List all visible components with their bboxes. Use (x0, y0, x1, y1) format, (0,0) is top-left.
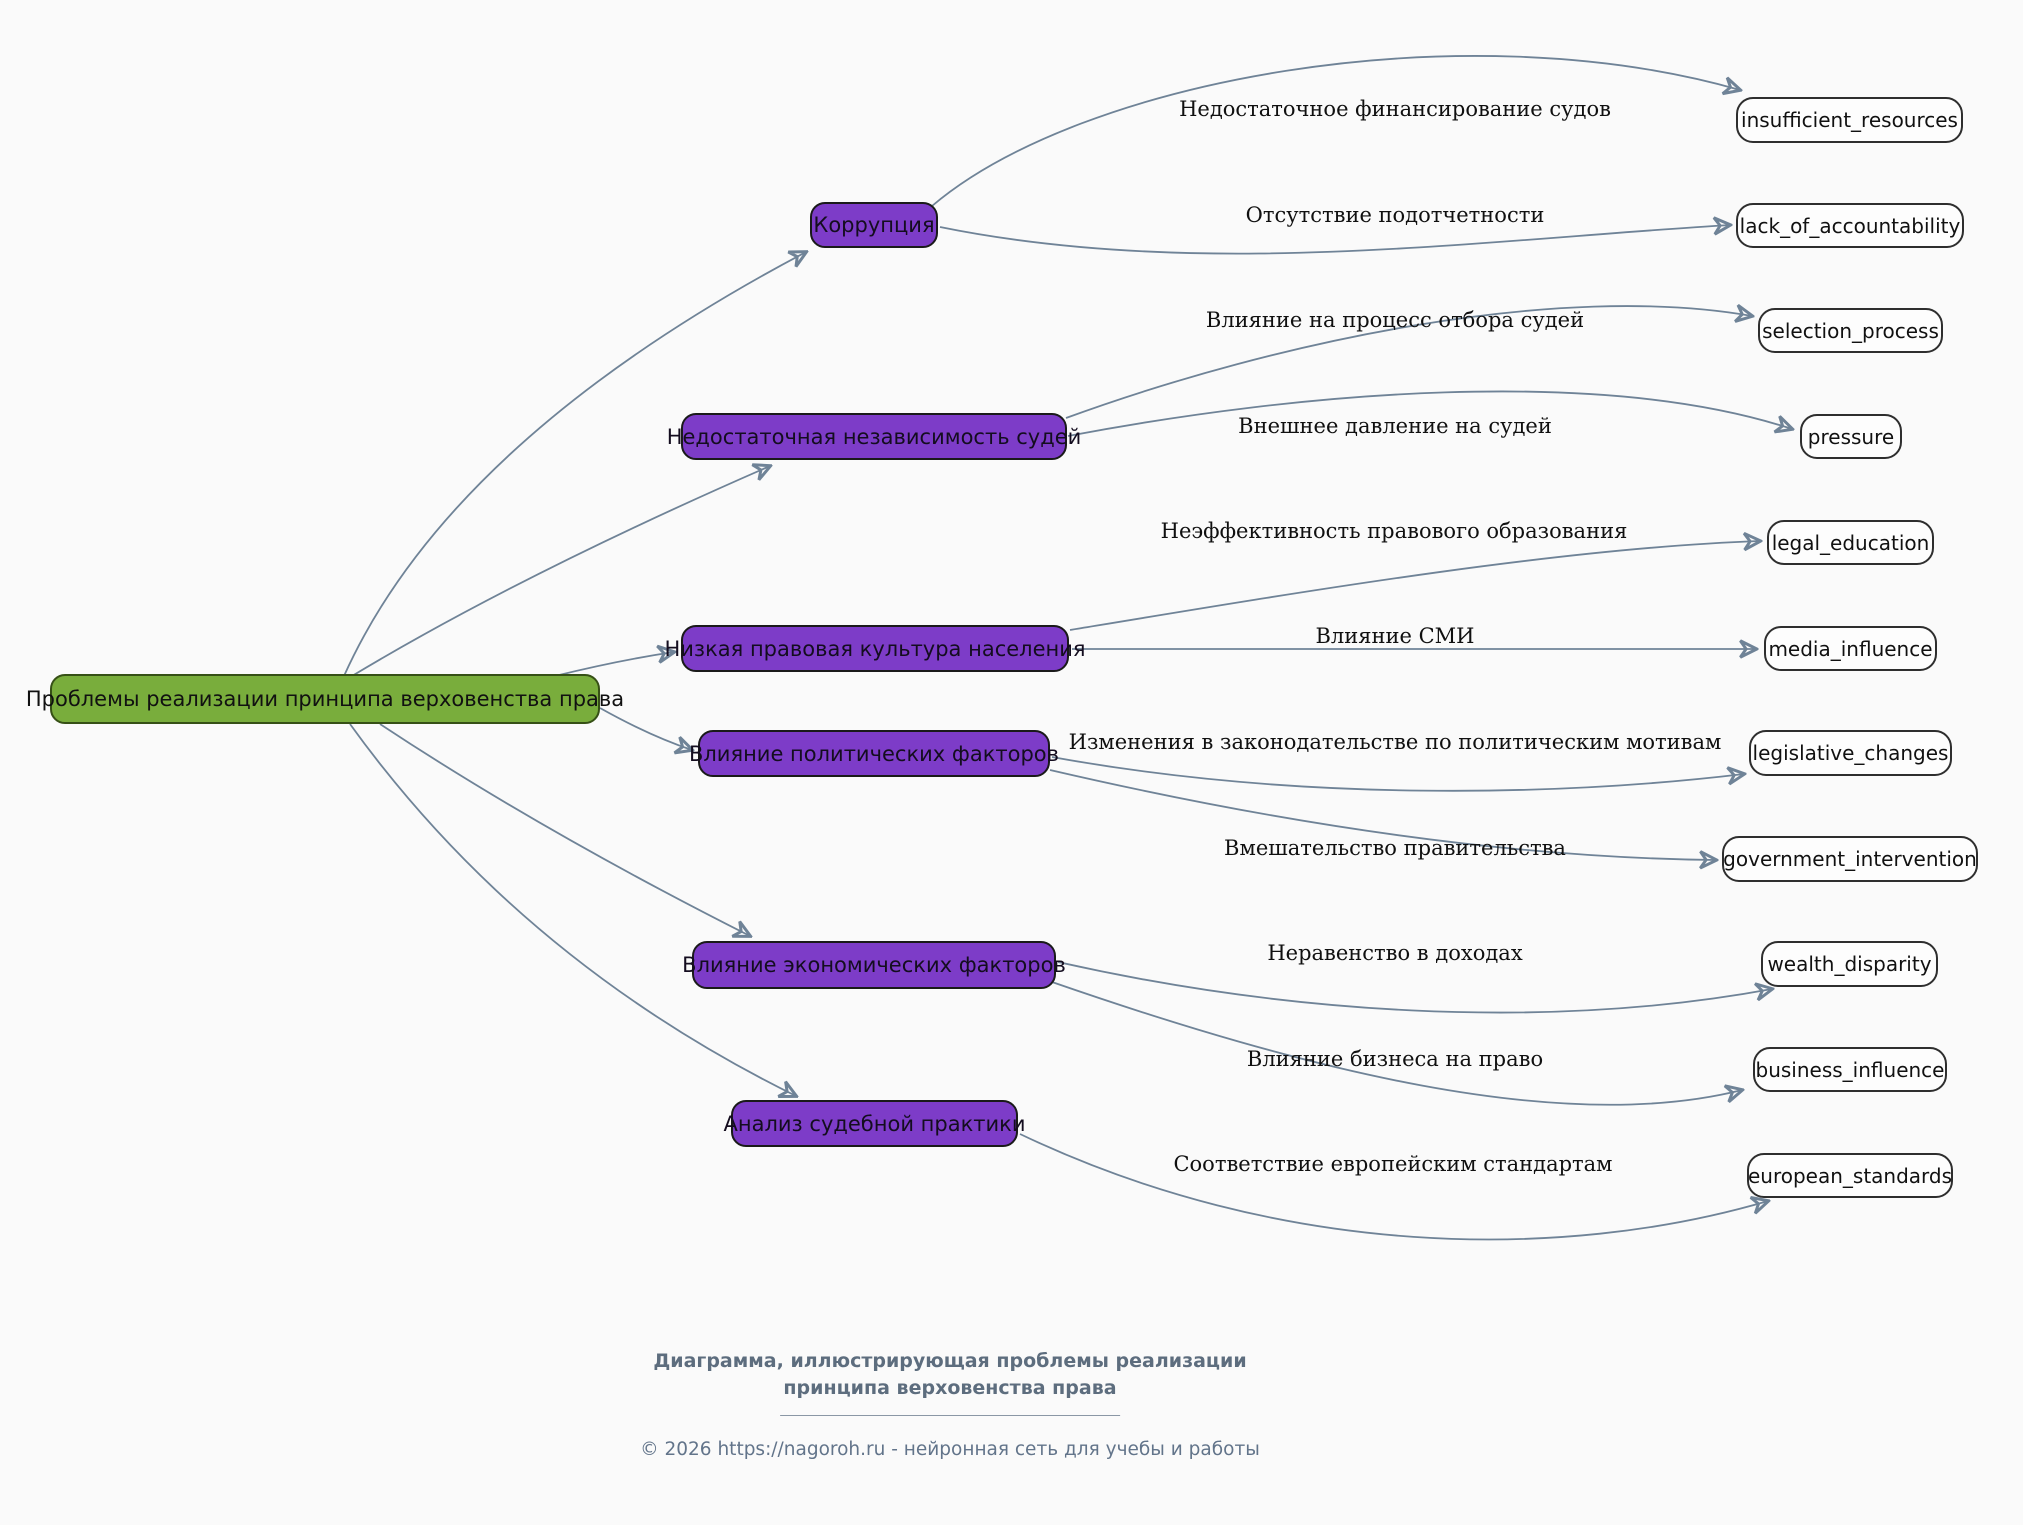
leaf-node-selection-process: selection_process (1758, 308, 1943, 353)
edge-label-wealth-disparity: Неравенство в доходах (1267, 941, 1523, 965)
edge-root-corruption (344, 252, 806, 676)
footer (640, 1348, 1260, 1460)
leaf-node-business-influence: business_influence (1753, 1047, 1947, 1092)
edge-corruption-insufficient-resources (932, 56, 1740, 206)
edge-economic-wealth-disparity (1058, 962, 1772, 1013)
leaf-node-legislative-changes: legislative_changes (1749, 730, 1952, 776)
branch-node-judicial-practice: Анализ судебной практики (731, 1100, 1018, 1147)
branch-node-economic-factors: Влияние экономических факторов (692, 941, 1056, 989)
footer-divider (780, 1415, 1120, 1416)
edge-label-legislative-changes: Изменения в законодательстве по политическим мотивам (1068, 730, 1722, 754)
edge-root-legal-culture (555, 652, 674, 676)
leaf-node-government-intervention: government_intervention (1722, 836, 1978, 882)
edge-practice-european-standards (1020, 1134, 1768, 1239)
edge-root-judicial-practice (350, 724, 796, 1096)
leaf-node-european-standards: european_standards (1747, 1153, 1953, 1198)
branch-node-legal-culture: Низкая правовая культура населения (681, 625, 1069, 672)
branch-node-political-factors: Влияние политических факторов (698, 730, 1050, 777)
edge-political-legislative-changes (1052, 757, 1744, 791)
branch-node-judicial-independence: Недостаточная независимость судей (681, 413, 1067, 460)
edge-label-media-influence: Влияние СМИ (1315, 624, 1475, 648)
edge-label-european-standards: Соответствие европейским стандартам (1173, 1152, 1613, 1176)
leaf-node-media-influence: media_influence (1764, 626, 1937, 671)
edge-label-lack-of-accountability: Отсутствие подотчетности (1245, 203, 1545, 227)
edge-corruption-lack-of-accountability (940, 225, 1730, 254)
leaf-node-lack-of-accountability: lack_of_accountability (1736, 203, 1964, 248)
leaf-node-insufficient-resources: insufficient_resources (1736, 97, 1963, 143)
edge-root-political-factors (600, 708, 692, 750)
footer-caption-line1: Диаграмма, иллюстрирующая проблемы реализации (653, 1350, 1247, 1372)
footer-caption-line2: принципа верховенства права (783, 1377, 1117, 1399)
edge-label-insufficient-resources: Недостаточное финансирование судов (1179, 97, 1611, 121)
edge-label-selection-process: Влияние на процесс отбора судей (1205, 308, 1585, 332)
edge-culture-legal-education (1070, 541, 1760, 630)
leaf-node-wealth-disparity: wealth_disparity (1761, 941, 1938, 987)
edge-label-business-influence: Влияние бизнеса на право (1246, 1047, 1544, 1071)
footer-copyright: © 2026 https://nagoroh.ru - нейронная сеть для учебы и работы (640, 1439, 1260, 1460)
edge-label-government-intervention: Вмешательство правительства (1224, 836, 1566, 860)
edge-label-legal-education: Неэффективность правового образования (1160, 519, 1628, 543)
leaf-node-legal-education: legal_education (1767, 520, 1934, 565)
leaf-node-pressure: pressure (1800, 414, 1902, 459)
edge-label-pressure: Внешнее давление на судей (1238, 414, 1552, 438)
branch-node-corruption: Коррупция (810, 202, 938, 248)
edge-economic-business-influence (1052, 982, 1742, 1105)
root-node: Проблемы реализации принципа верховенства права (50, 674, 600, 724)
